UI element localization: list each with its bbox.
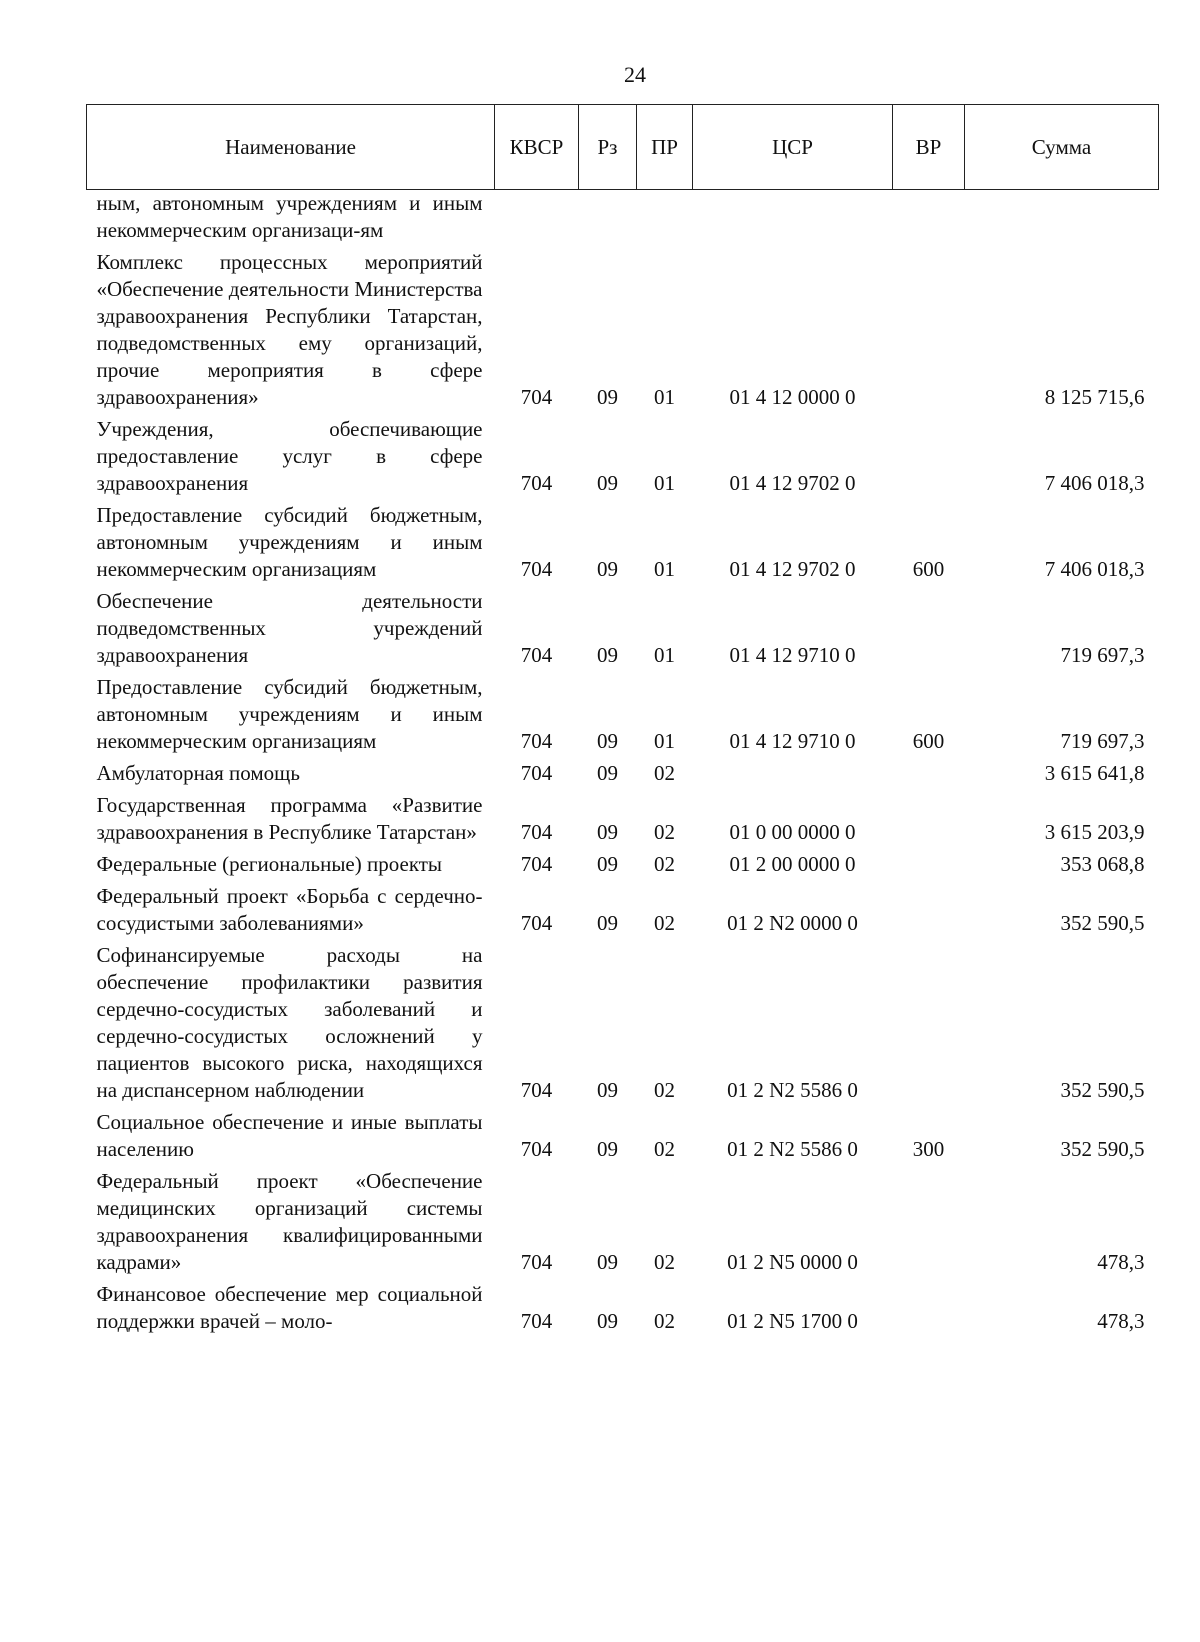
table-row bbox=[87, 190, 1159, 250]
cell-kvsr: 704 bbox=[520, 643, 553, 667]
cell-vr bbox=[893, 760, 965, 792]
cell-rz: 09 bbox=[597, 852, 618, 876]
cell-vr bbox=[893, 416, 965, 502]
cell-kvsr: 704 bbox=[520, 820, 553, 844]
table-row bbox=[87, 416, 1159, 502]
cell-pr: 02 bbox=[654, 820, 675, 844]
cell-kvsr: 704 bbox=[520, 911, 553, 935]
header-pr: ПР bbox=[637, 105, 693, 190]
cell-pr: 01 bbox=[654, 557, 675, 581]
cell-pr bbox=[637, 190, 693, 250]
cell-rz: 09 bbox=[597, 1137, 618, 1161]
cell-csr: 01 2 N5 0000 0 bbox=[727, 1250, 858, 1274]
table-row bbox=[87, 792, 1159, 851]
cell-sum: 3 615 203,9 bbox=[1044, 820, 1145, 844]
cell-sum: 719 697,3 bbox=[1060, 643, 1145, 667]
page-number: 24 bbox=[624, 62, 646, 87]
cell-pr: 02 bbox=[654, 1250, 675, 1274]
cell-rz: 09 bbox=[597, 911, 618, 935]
cell-sum: 352 590,5 bbox=[1060, 911, 1145, 935]
cell-vr bbox=[893, 1281, 965, 1340]
cell-vr bbox=[893, 851, 965, 883]
cell-vr bbox=[893, 942, 965, 1109]
cell-pr: 01 bbox=[654, 729, 675, 753]
cell-sum: 478,3 bbox=[1097, 1309, 1145, 1333]
table-row bbox=[87, 942, 1159, 1109]
cell-name: Софинансируемые расходы на обеспечение профилактики развития сердечно-сосудистых заболеваний и сердечно-сосудистых осложнений у пациентов высокого риска, находящихся на диспансерном наблюдении bbox=[96, 943, 483, 1102]
header-vr: ВР bbox=[893, 105, 965, 190]
header-sum: Сумма bbox=[965, 105, 1159, 190]
cell-pr: 02 bbox=[654, 1078, 675, 1102]
cell-csr: 01 2 N2 0000 0 bbox=[727, 911, 858, 935]
cell-name: Амбулаторная помощь bbox=[96, 761, 300, 785]
cell-kvsr: 704 bbox=[520, 557, 553, 581]
cell-kvsr: 704 bbox=[520, 385, 553, 409]
cell-csr: 01 4 12 9710 0 bbox=[729, 643, 856, 667]
cell-rz: 09 bbox=[597, 471, 618, 495]
header-csr: ЦСР bbox=[693, 105, 893, 190]
cell-rz: 09 bbox=[597, 1250, 618, 1274]
table-row bbox=[87, 1281, 1159, 1340]
cell-kvsr: 704 bbox=[520, 761, 553, 785]
cell-kvsr: 704 bbox=[520, 1078, 553, 1102]
cell-pr: 01 bbox=[654, 385, 675, 409]
cell-csr bbox=[693, 760, 893, 792]
cell-vr bbox=[893, 1168, 965, 1281]
cell-pr: 01 bbox=[654, 471, 675, 495]
table-row bbox=[87, 1168, 1159, 1281]
cell-rz: 09 bbox=[597, 557, 618, 581]
table-row bbox=[87, 502, 1159, 588]
cell-sum: 352 590,5 bbox=[1060, 1137, 1145, 1161]
cell-sum: 719 697,3 bbox=[1060, 729, 1145, 753]
cell-name: Предоставление субсидий бюджетным, автономным учреждениям и иным некоммерческим организациям bbox=[96, 503, 483, 581]
cell-kvsr: 704 bbox=[520, 729, 553, 753]
cell-kvsr: 704 bbox=[520, 1309, 553, 1333]
cell-rz: 09 bbox=[597, 1078, 618, 1102]
cell-pr: 02 bbox=[654, 1309, 675, 1333]
table-row bbox=[87, 249, 1159, 416]
cell-rz: 09 bbox=[597, 761, 618, 785]
cell-kvsr: 704 bbox=[520, 1250, 553, 1274]
cell-sum: 7 406 018,3 bbox=[1044, 471, 1145, 495]
cell-csr: 01 4 12 9710 0 bbox=[729, 729, 856, 753]
cell-pr: 02 bbox=[654, 761, 675, 785]
cell-rz: 09 bbox=[597, 729, 618, 753]
cell-vr bbox=[893, 883, 965, 942]
cell-pr: 02 bbox=[654, 911, 675, 935]
cell-name: Обеспечение деятельности подведомственных учреждений здравоохранения bbox=[96, 589, 483, 667]
cell-name: Социальное обеспечение и иные выплаты населению bbox=[96, 1110, 483, 1161]
cell-kvsr bbox=[495, 190, 579, 250]
header-name: Наименование bbox=[87, 105, 495, 190]
cell-rz bbox=[579, 190, 637, 250]
cell-pr: 02 bbox=[654, 1137, 675, 1161]
cell-pr: 02 bbox=[654, 852, 675, 876]
cell-csr bbox=[693, 190, 893, 250]
table-body bbox=[87, 190, 1159, 1341]
table-row bbox=[87, 674, 1159, 760]
cell-name: Предоставление субсидий бюджетным, автономным учреждениям и иным некоммерческим организациям bbox=[96, 675, 483, 753]
cell-csr: 01 4 12 9702 0 bbox=[729, 557, 856, 581]
table-row bbox=[87, 1109, 1159, 1168]
cell-name: Федеральный проект «Борьба с сердечно-сосудистыми заболеваниями» bbox=[96, 884, 483, 935]
cell-vr: 600 bbox=[912, 729, 945, 753]
table-row bbox=[87, 760, 1159, 792]
cell-rz: 09 bbox=[597, 820, 618, 844]
cell-name: Государственная программа «Развитие здравоохранения в Республике Татарстан» bbox=[96, 793, 483, 844]
table-row bbox=[87, 588, 1159, 674]
cell-vr bbox=[893, 588, 965, 674]
cell-csr: 01 2 N2 5586 0 bbox=[727, 1078, 858, 1102]
cell-name: Комплекс процессных мероприятий «Обеспечение деятельности Министерства здравоохранения Республики Татарстан, подведомственных ему организаций, прочие мероприятия в сфере здравоохранения» bbox=[96, 250, 483, 409]
cell-sum: 478,3 bbox=[1097, 1250, 1145, 1274]
cell-sum: 353 068,8 bbox=[1060, 852, 1145, 876]
cell-name: Федеральный проект «Обеспечение медицинских организаций системы здравоохранения квалифицированными кадрами» bbox=[96, 1169, 483, 1274]
cell-vr bbox=[893, 249, 965, 416]
cell-vr bbox=[893, 190, 965, 250]
cell-sum bbox=[965, 190, 1159, 250]
cell-sum: 352 590,5 bbox=[1060, 1078, 1145, 1102]
cell-csr: 01 4 12 9702 0 bbox=[729, 471, 856, 495]
cell-name: Федеральные (региональные) проекты bbox=[96, 852, 443, 876]
cell-rz: 09 bbox=[597, 643, 618, 667]
cell-kvsr: 704 bbox=[520, 852, 553, 876]
cell-csr: 01 2 N2 5586 0 bbox=[727, 1137, 858, 1161]
cell-vr: 600 bbox=[912, 557, 945, 581]
table-header bbox=[87, 105, 1159, 190]
cell-name: Финансовое обеспечение мер социальной поддержки врачей – моло- bbox=[96, 1282, 483, 1333]
cell-name: ным, автономным учреждениям и иным некоммерческим организаци-ям bbox=[96, 191, 483, 242]
cell-vr: 300 bbox=[912, 1137, 945, 1161]
cell-sum: 3 615 641,8 bbox=[1044, 761, 1145, 785]
cell-rz: 09 bbox=[597, 1309, 618, 1333]
header-kvsr: КВСР bbox=[495, 105, 579, 190]
cell-name: Учреждения, обеспечивающие предоставление услуг в сфере здравоохранения bbox=[96, 417, 483, 495]
budget-table bbox=[86, 104, 1159, 1340]
cell-sum: 8 125 715,6 bbox=[1044, 385, 1145, 409]
cell-vr bbox=[893, 792, 965, 851]
cell-rz: 09 bbox=[597, 385, 618, 409]
cell-csr: 01 2 00 0000 0 bbox=[729, 852, 856, 876]
cell-kvsr: 704 bbox=[520, 1137, 553, 1161]
header-rz: Рз bbox=[579, 105, 637, 190]
table-row bbox=[87, 883, 1159, 942]
cell-kvsr: 704 bbox=[520, 471, 553, 495]
table-row bbox=[87, 851, 1159, 883]
cell-pr: 01 bbox=[654, 643, 675, 667]
cell-csr: 01 0 00 0000 0 bbox=[729, 820, 856, 844]
cell-sum: 7 406 018,3 bbox=[1044, 557, 1145, 581]
cell-csr: 01 4 12 0000 0 bbox=[729, 385, 856, 409]
cell-csr: 01 2 N5 1700 0 bbox=[727, 1309, 858, 1333]
